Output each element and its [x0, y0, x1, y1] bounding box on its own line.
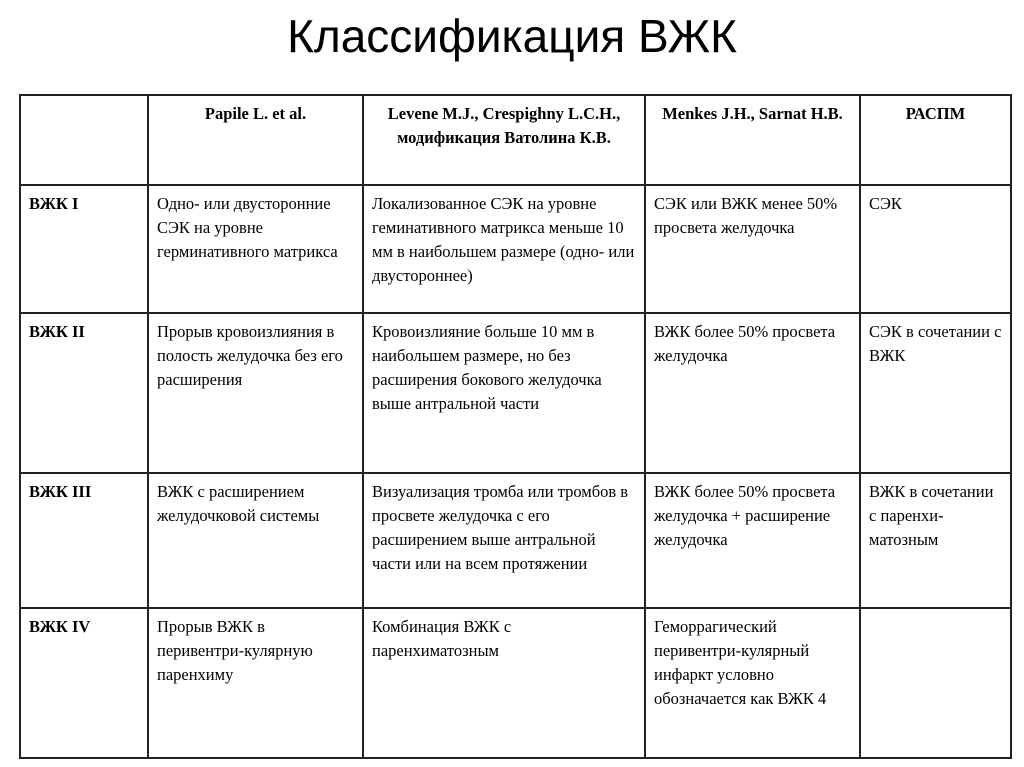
table-cell: Локализованное СЭК на уровне геминативного матрикса меньше 10 мм в наибольшем размере (одно- или двустороннее): [363, 185, 645, 313]
table-cell: СЭК: [860, 185, 1011, 313]
table-cell: Прорыв кровоизлияния в полость желудочка без его расширения: [148, 313, 363, 473]
table-cell: Одно- или двусторонние СЭК на уровне герминативного матрикса: [148, 185, 363, 313]
header-cell-empty: [20, 95, 148, 185]
table-cell: Визуализация тромба или тромбов в просвете желудочка с его расширением выше антральной части или на всем протяжении: [363, 473, 645, 608]
table-row: [20, 473, 1011, 608]
table-cell: Прорыв ВЖК в перивентри-кулярную паренхиму: [148, 608, 363, 758]
table-cell: [860, 608, 1011, 758]
classification-table: [19, 94, 1012, 759]
table-row: [20, 185, 1011, 313]
row-grade-label: ВЖК III: [20, 473, 148, 608]
table-cell: Геморрагический перивентри-кулярный инфаркт условно обозначается как ВЖК 4: [645, 608, 860, 758]
table-cell: СЭК в сочетании с ВЖК: [860, 313, 1011, 473]
page-title: Классификация ВЖК: [287, 10, 737, 62]
table-row: [20, 608, 1011, 758]
table-header-row: [20, 95, 1011, 185]
table-row: [20, 313, 1011, 473]
table-cell: ВЖК более 50% просвета желудочка + расширение желудочка: [645, 473, 860, 608]
header-cell-levene: Levene M.J., Crespighny L.C.H., модификация Ватолина К.В.: [363, 95, 645, 185]
table-cell: СЭК или ВЖК менее 50% просвета желудочка: [645, 185, 860, 313]
table-cell: ВЖК более 50% просвета желудочка: [645, 313, 860, 473]
header-cell-papile: Papile L. et al.: [148, 95, 363, 185]
table-cell: Комбинация ВЖК с паренхиматозным: [363, 608, 645, 758]
header-cell-raspm: РАСПМ: [860, 95, 1011, 185]
row-grade-label: ВЖК II: [20, 313, 148, 473]
table-cell: Кровоизлияние больше 10 мм в наибольшем размере, но без расширения бокового желудочка выше антральной части: [363, 313, 645, 473]
header-cell-menkes: Menkes J.H., Sarnat H.B.: [645, 95, 860, 185]
table-cell: ВЖК с расширением желудочковой системы: [148, 473, 363, 608]
row-grade-label: ВЖК I: [20, 185, 148, 313]
row-grade-label: ВЖК IV: [20, 608, 148, 758]
table-cell: ВЖК в сочетании с паренхи-матозным: [860, 473, 1011, 608]
